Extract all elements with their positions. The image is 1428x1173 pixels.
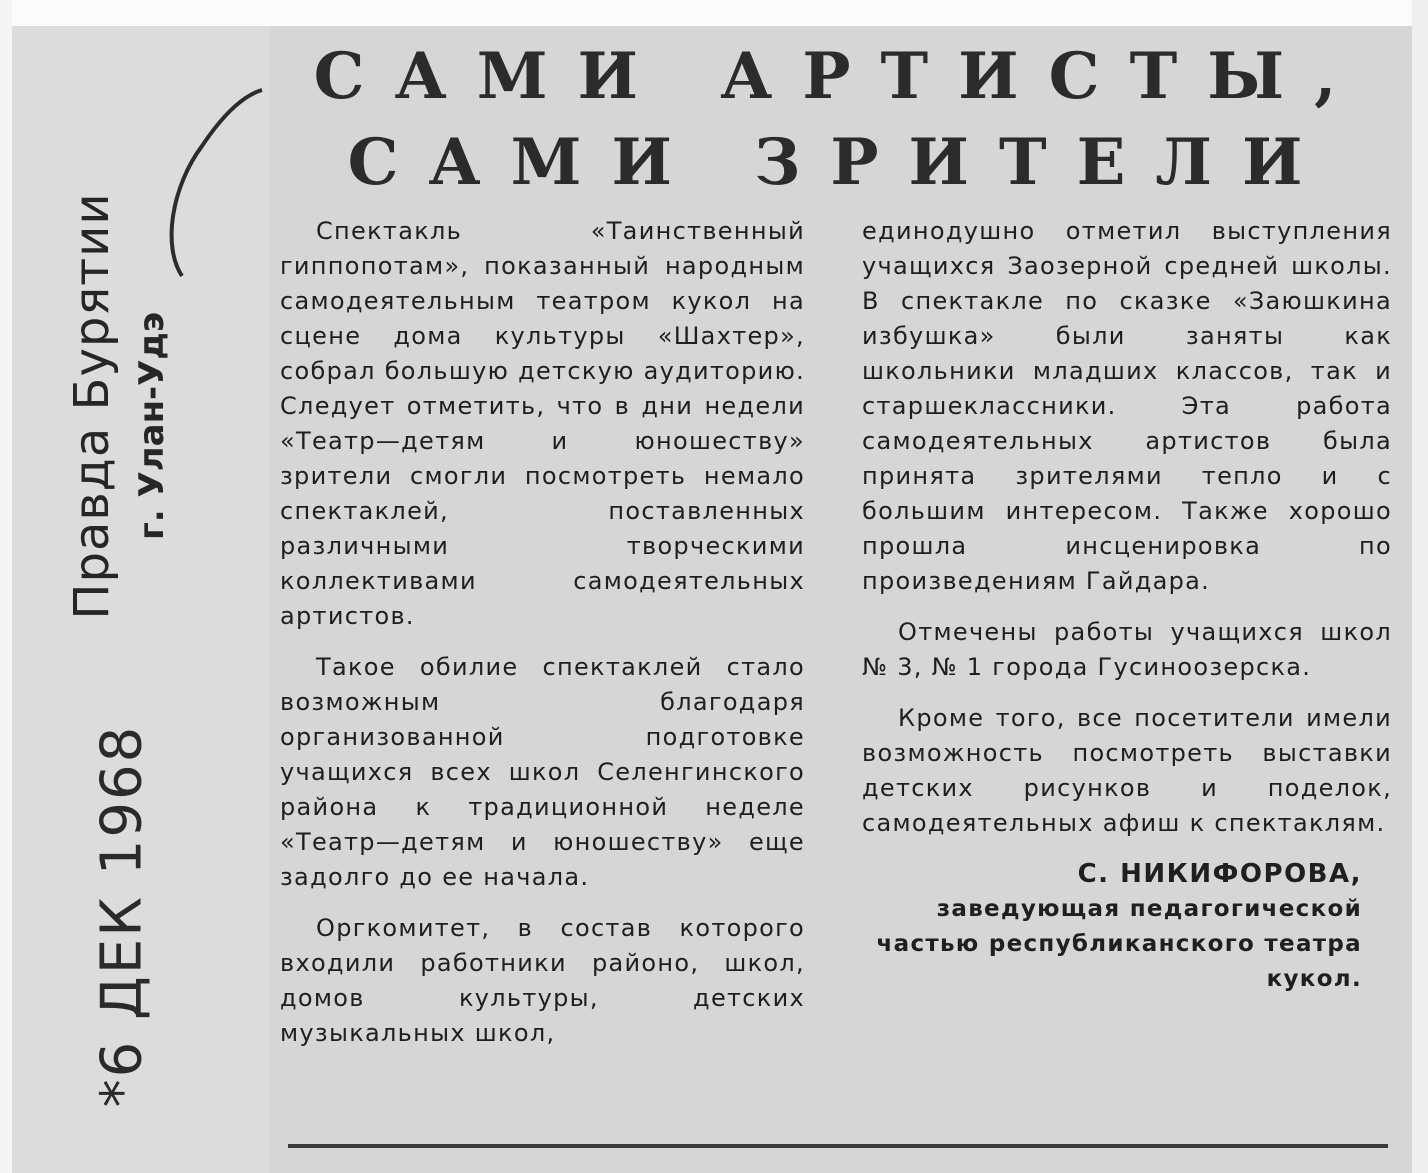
stamp-date: *6 ДЕК 1968	[89, 724, 155, 1108]
article-column-left	[280, 214, 805, 1067]
article-column-right	[862, 214, 1392, 997]
article-headline	[270, 34, 1410, 206]
paragraph: Отмечены работы учащихся школ № 3, № 1 города Гусиноозерска.	[862, 618, 1392, 681]
article-signature	[862, 857, 1392, 997]
stamp-city: г. Улан-Удэ	[132, 311, 172, 541]
paragraph: Кроме того, все посетители имели возможность посмотреть выставки детских рисунков и поделок, самодеятельных афиш к спектаклям.	[862, 704, 1392, 837]
paragraph: Оргкомитет, в состав которого входили работники районо, школ, домов культуры, детских музыкальных школ,	[280, 914, 805, 1047]
scan-border-right	[1412, 0, 1428, 1173]
headline-line-1: САМИ АРТИСТЫ,	[313, 39, 1367, 114]
headline-line-2: САМИ ЗРИТЕЛИ	[347, 125, 1333, 200]
author-role: заведующая педагогической частью республиканского театра кукол.	[876, 896, 1362, 992]
scan-border-left	[0, 0, 12, 1173]
paragraph: Спектакль «Таинственный гиппопотам», показанный народным самодеятельным театром кукол на сцене дома культуры «Шахтер», собрал большую детскую аудиторию. Следует отметить, что в дни недели «Театр—детям и юношеству» зрители смогли посмотреть немало спектаклей, поставленных различными творческими коллективами самодеятельных артистов.	[280, 217, 805, 630]
paragraph: единодушно отметил выступления учащихся Заозерной средней школы. В спектакле по сказке «Заюшкина избушка» были заняты как школьники младших классов, так и старшеклассники. Эта работа самодеятельных артистов была принята зрителями тепло и с большим интересом. Также хорошо прошла инсценировка по произведениям Гайдара.	[862, 217, 1392, 595]
article	[270, 26, 1410, 1173]
author-name: С. НИКИФОРОВА,	[1077, 859, 1362, 889]
scan-border-top	[0, 0, 1428, 26]
stamp-newspaper-name: Правда Бурятии	[64, 192, 120, 620]
pen-mark-icon	[162, 86, 272, 286]
bottom-rule	[288, 1144, 1388, 1148]
source-stamp	[12, 26, 270, 1173]
paragraph: Такое обилие спектаклей стало возможным благодаря организованной подготовке учащихся всех школ Селенгинского района к традиционной неделе «Театр—детям и юношеству» еще задолго до ее начала.	[280, 653, 805, 891]
